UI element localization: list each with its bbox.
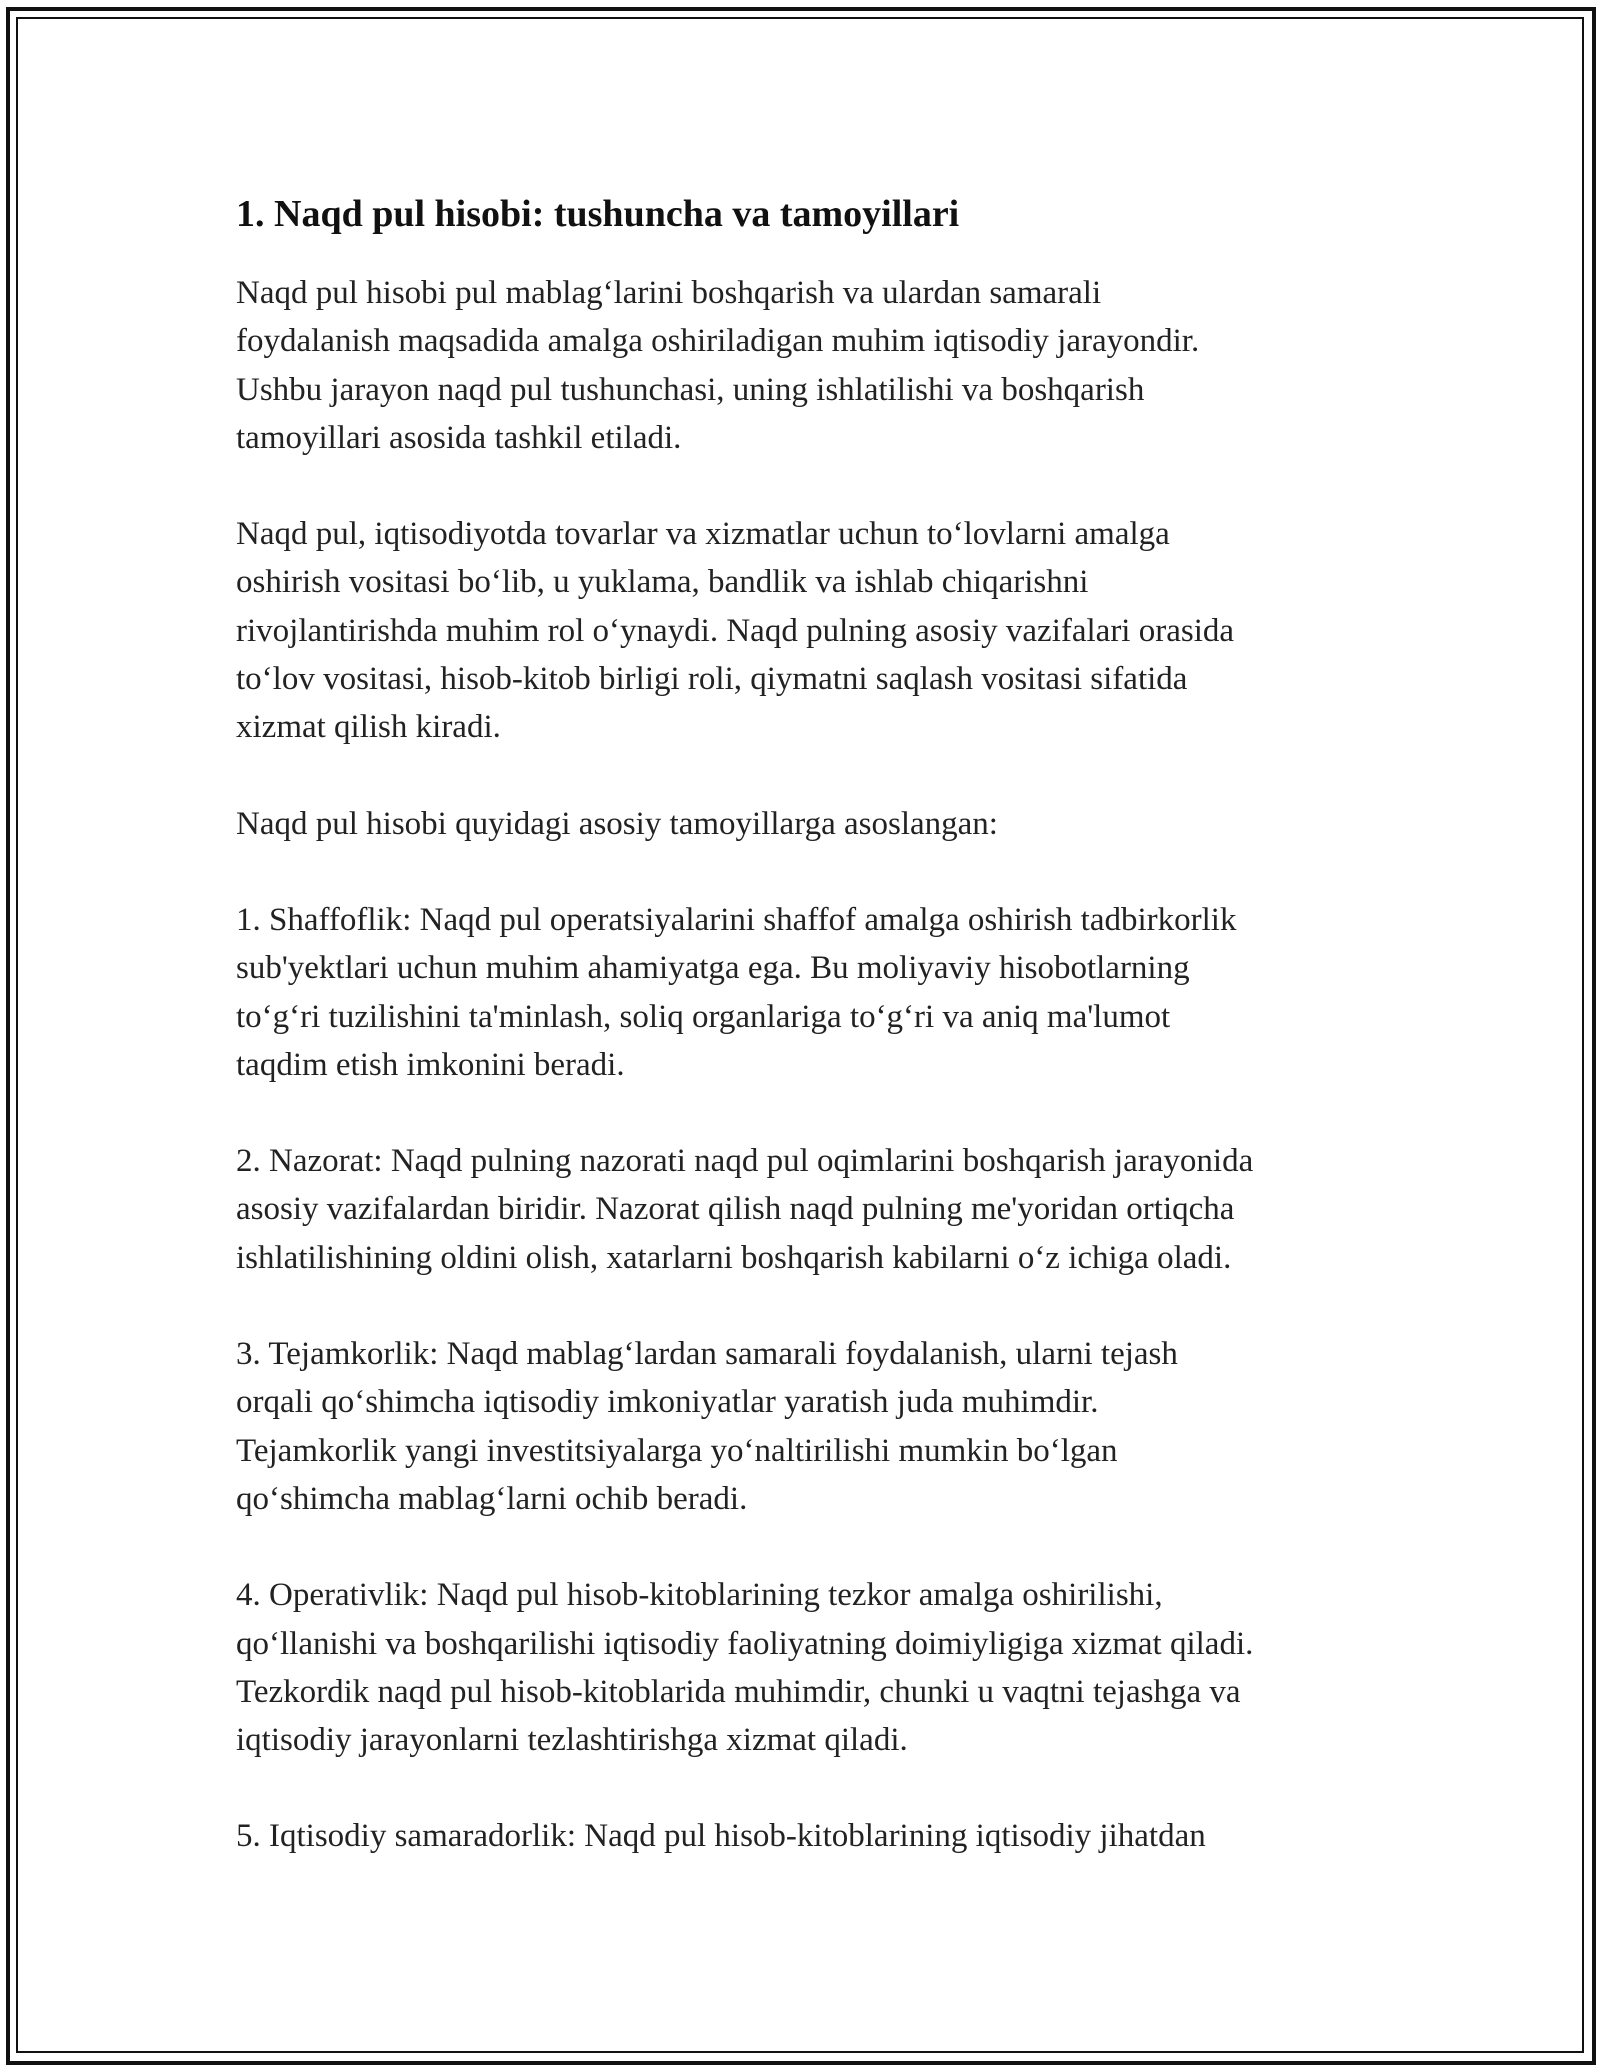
list-item-control: 2. Nazorat: Naqd pulning nazorati naqd pul oqimlarini boshqarish jarayonida asosiy vazifalardan biridir. Nazorat qilish naqd pulning me'yoridan ortiqcha ishlatilishining oldini olish, xatarlarni boshqarish kabilarni o‘z ichiga oladi.	[236, 1143, 1254, 1276]
paragraph-principles-lead: Naqd pul hisobi quyidagi asosiy tamoyillarga asoslangan:	[236, 805, 998, 842]
list-item-efficiency: 4. Operativlik: Naqd pul hisob-kitoblarining tezkor amalga oshirilishi, qo‘llanishi va boshqarilishi iqtisodiy faoliyatning doimiyligiga xizmat qiladi. Tezkordik naqd pul hisob-kitoblarida muhimdir, chunki u vaqtni tejashga va iqtisodiy jarayonlarni tezlashtirishga xizmat qiladi.	[236, 1577, 1254, 1759]
paragraph-cash-definition: Naqd pul, iqtisodiyotda tovarlar va xizmatlar uchun to‘lovlarni amalga oshirish vositasi bo‘lib, u yuklama, bandlik va ishlab chiqarishni rivojlantirishda muhim rol o‘ynaydi. Naqd pulning asosiy vazifalari orasida to‘lov vositasi, hisob-kitob birligi roli, qiymatni saqlash vositasi sifatida xizmat qilish kiradi.	[236, 516, 1235, 746]
paragraph-intro: Naqd pul hisobi pul mablag‘larini boshqarish va ulardan samarali foydalanish maqsadida amalga oshiriladigan muhim iqtisodiy jarayondir. Ushbu jarayon naqd pul tushunchasi, uning ishlatilishi va boshqarish tamoyillari asosida tashkil etiladi.	[236, 275, 1200, 456]
document-body	[236, 184, 1386, 1909]
list-item-transparency: 1. Shaffoflik: Naqd pul operatsiyalarini shaffof amalga oshirish tadbirkorlik sub'yektlari uchun muhim ahamiyatga ega. Bu moliyaviy hisobotlarning to‘g‘ri tuzilishini ta'minlash, soliq organlariga to‘g‘ri va aniq ma'lumot taqdim etish imkonini beradi.	[236, 901, 1237, 1083]
list-item-economic-effectiveness: 5. Iqtisodiy samaradorlik: Naqd pul hisob-kitoblarining iqtisodiy jihatdan	[236, 1818, 1206, 1855]
list-item-economy: 3. Tejamkorlik: Naqd mablag‘lardan samarali foydalanish, ularni tejash orqali qo‘shimcha iqtisodiy imkoniyatlar yaratish juda muhimdir. Tejamkorlik yangi investitsiyalarga yo‘naltirilishi mumkin bo‘lgan qo‘shimcha mablag‘larni ochib beradi.	[236, 1336, 1178, 1517]
section-heading: 1. Naqd pul hisobi: tushuncha va tamoyillari	[236, 193, 960, 235]
